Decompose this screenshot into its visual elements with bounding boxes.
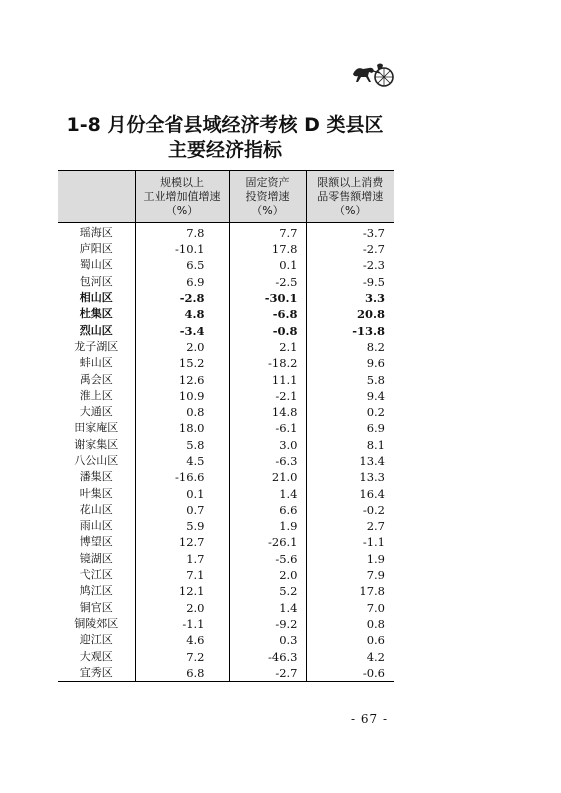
retail-growth-value: 17.8 [306,583,394,599]
region-name: 铜官区 [79,600,113,614]
region-name: 谢家集区 [74,437,119,451]
header-row [58,171,394,223]
retail-growth-value: 0.6 [306,632,394,648]
retail-growth-header [306,171,394,223]
region-name: 包河区 [79,274,113,288]
page-number: - 67 - [351,712,389,726]
industry-growth-value: 4.8 [135,306,229,322]
region-name: 大通区 [79,405,113,419]
header-text-line3: （%） [251,203,284,217]
industry-growth-value: 12.6 [135,371,229,387]
industry-growth-value: -16.6 [135,469,229,485]
retail-growth-value: 16.4 [306,485,394,501]
industry-growth-value: 10.9 [135,388,229,404]
investment-growth-value: -2.7 [229,665,306,682]
industry-growth-value: 12.1 [135,583,229,599]
retail-growth-value: 1.9 [306,551,394,567]
table-row [58,241,394,257]
industry-growth-value: 6.8 [135,665,229,682]
investment-growth-value: 7.7 [229,223,306,242]
table-row [58,567,394,583]
region-name: 潘集区 [79,470,113,484]
retail-growth-value: -0.6 [306,665,394,682]
industry-growth-value: 7.1 [135,567,229,583]
industry-growth-value: 0.8 [135,404,229,420]
investment-growth-value: -26.1 [229,534,306,550]
header-text-line1: 规模以上 [160,175,204,189]
retail-growth-value: -0.2 [306,502,394,518]
industry-growth-header [135,171,229,223]
investment-growth-value: 2.0 [229,567,306,583]
investment-growth-value: 0.1 [229,257,306,273]
table-row [58,322,394,338]
table-row [58,404,394,420]
industry-growth-value: -1.1 [135,616,229,632]
investment-growth-value: -0.8 [229,322,306,338]
industry-growth-value: 0.7 [135,502,229,518]
header-text-line2: 投资增速 [245,189,290,203]
investment-growth-value: 0.3 [229,632,306,648]
table-row [58,306,394,322]
industry-growth-value: 1.7 [135,551,229,567]
investment-growth-value: -6.8 [229,306,306,322]
industry-growth-value: -2.8 [135,290,229,306]
header-text-line3: （%） [165,203,199,217]
region-name: 禹会区 [79,372,113,386]
investment-growth-value: -30.1 [229,290,306,306]
region-name: 镜湖区 [79,551,113,565]
investment-growth-value: -6.3 [229,453,306,469]
region-name: 叶集区 [79,486,113,500]
investment-growth-value: 14.8 [229,404,306,420]
table-row [58,518,394,534]
industry-growth-value: 18.0 [135,420,229,436]
table-row [58,290,394,306]
retail-growth-value: 2.7 [306,518,394,534]
retail-growth-value: -2.7 [306,241,394,257]
region-name: 弋江区 [79,568,113,582]
region-name: 宜秀区 [58,665,135,682]
retail-growth-value: 0.8 [306,616,394,632]
header-text-line2: 工业增加值增速 [143,189,221,203]
industry-growth-value: 0.1 [135,485,229,501]
table-row [58,388,394,404]
retail-growth-value: 9.6 [306,355,394,371]
table-row [58,534,394,550]
investment-growth-value: -18.2 [229,355,306,371]
indicators-table [58,170,394,682]
table-row [58,485,394,501]
investment-growth-value: 2.1 [229,339,306,355]
header-text-line1: 限额以上消费 [317,175,384,189]
retail-growth-value: -13.8 [306,322,394,338]
region-name: 花山区 [79,502,113,516]
investment-growth-value: 11.1 [229,371,306,387]
table-body [58,223,394,682]
investment-growth-value: -5.6 [229,551,306,567]
region-name: 八公山区 [74,454,119,467]
table-row [58,632,394,648]
region-name: 杜集区 [79,307,113,321]
retail-growth-value: 5.8 [306,371,394,387]
retail-growth-value: -1.1 [306,534,394,550]
horse-cart-icon [351,60,395,88]
table-row [58,371,394,387]
investment-growth-value: 3.0 [229,437,306,453]
region-name: 瑶海区 [79,226,113,239]
retail-growth-value: 6.9 [306,420,394,436]
table-row [58,420,394,436]
table-row [58,648,394,664]
table-header [58,171,394,223]
table-row [58,257,394,273]
investment-growth-value: -46.3 [229,648,306,664]
region-name: 鸠江区 [79,584,113,598]
region-name: 雨山区 [79,519,113,533]
retail-growth-value: 7.9 [306,567,394,583]
region-name: 相山区 [79,291,113,305]
region-name: 博望区 [79,535,113,549]
table-row [58,453,394,469]
investment-growth-header [229,171,306,223]
retail-growth-value: 8.1 [306,437,394,453]
table-row [58,437,394,453]
table-row [58,551,394,567]
table-row [58,502,394,518]
retail-growth-value: 13.3 [306,469,394,485]
title-line-2: 主要经济指标 [167,139,282,161]
industry-growth-value: 7.8 [135,223,229,242]
industry-growth-value: 12.7 [135,534,229,550]
industry-growth-value: 2.0 [135,339,229,355]
investment-growth-value: 21.0 [229,469,306,485]
region-name: 大观区 [79,649,113,663]
industry-growth-value: 7.2 [135,648,229,664]
header-text-line1: 固定资产 [245,175,290,189]
retail-growth-value: 0.2 [306,404,394,420]
retail-growth-value: 7.0 [306,600,394,616]
table-row [58,469,394,485]
investment-growth-value: 6.6 [229,502,306,518]
header-text-line3: （%） [334,203,367,217]
table-row [58,583,394,599]
retail-growth-value: -9.5 [306,274,394,290]
investment-growth-value: 17.8 [229,241,306,257]
table-row [58,274,394,290]
investment-growth-value: -6.1 [229,420,306,436]
page-title [60,113,390,163]
investment-growth-value: -9.2 [229,616,306,632]
table-row [58,339,394,355]
table-row [58,616,394,632]
retail-growth-value: 20.8 [306,306,394,322]
investment-growth-value: -2.1 [229,388,306,404]
header-text-line2: 品零售额增速 [317,189,384,203]
industry-growth-value: 5.9 [135,518,229,534]
industry-growth-value: 5.8 [135,437,229,453]
investment-growth-value: -2.5 [229,274,306,290]
region-name: 庐阳区 [79,242,113,256]
table-row [58,355,394,371]
region-name: 铜陵郊区 [74,616,119,630]
investment-growth-value: 1.4 [229,600,306,616]
investment-growth-value: 1.4 [229,485,306,501]
investment-growth-value: 5.2 [229,583,306,599]
industry-growth-value: 6.9 [135,274,229,290]
investment-growth-value: 1.9 [229,518,306,534]
table-row [58,223,394,242]
industry-growth-value: 4.5 [135,453,229,469]
industry-growth-value: 4.6 [135,632,229,648]
retail-growth-value: 8.2 [306,339,394,355]
region-name: 蜀山区 [79,258,113,272]
region-name: 烈山区 [79,323,113,337]
retail-growth-value: 3.3 [306,290,394,306]
industry-growth-value: -3.4 [135,322,229,338]
retail-growth-value: 9.4 [306,388,394,404]
industry-growth-value: 2.0 [135,600,229,616]
table-row [58,665,394,682]
industry-growth-value: -10.1 [135,241,229,257]
region-name: 迎江区 [79,633,113,647]
industry-growth-value: 15.2 [135,355,229,371]
industry-growth-value: 6.5 [135,257,229,273]
table-row [58,600,394,616]
retail-growth-value: -3.7 [306,223,394,242]
region-name: 淮上区 [79,388,113,402]
region-name: 龙子湖区 [74,339,119,353]
retail-growth-value: 13.4 [306,453,394,469]
region-name: 蚌山区 [79,356,113,370]
region-column-header [58,171,135,223]
retail-growth-value: 4.2 [306,648,394,664]
title-line-1: 1-8 月份全省县域经济考核 D 类县区 [66,114,384,136]
region-name: 田家庵区 [74,421,119,435]
retail-growth-value: -2.3 [306,257,394,273]
